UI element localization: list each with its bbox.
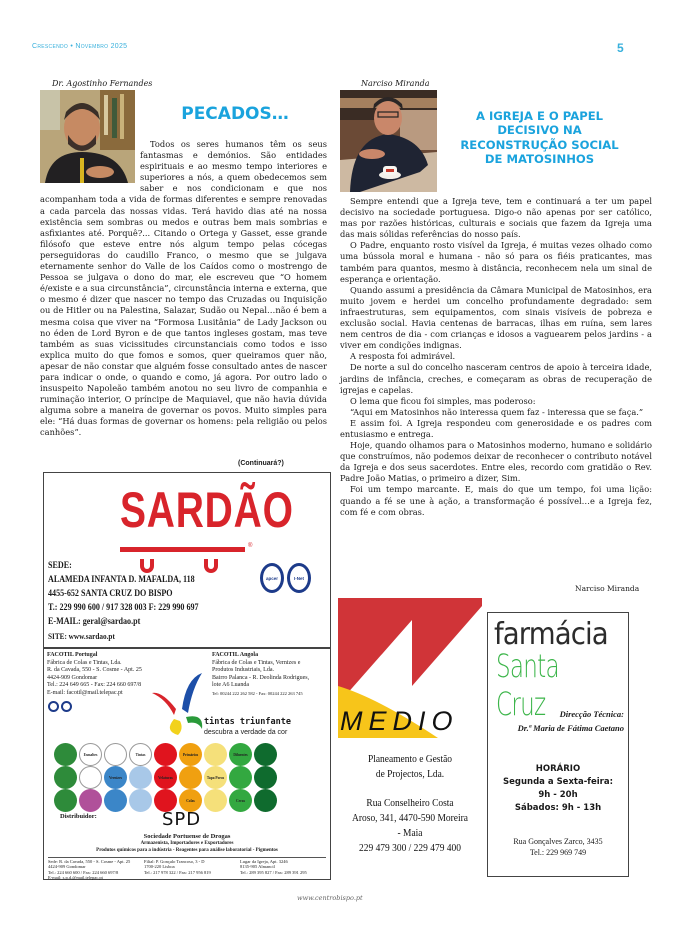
direction-label: Direcção Técnica: (559, 709, 624, 719)
spd-logo: SPD (162, 809, 202, 830)
color-swatch: Esmaltes (79, 743, 102, 766)
color-swatch: Velaturas (154, 766, 177, 789)
spd-lugar-info (240, 859, 307, 875)
sardao-contact-info (48, 559, 199, 643)
farmacia-address (488, 836, 628, 858)
color-swatch (54, 789, 77, 812)
left-article-body (40, 139, 327, 439)
medio-line: Aroso, 341, 4470-590 Moreira (352, 812, 468, 824)
sardao-line: SEDE: (48, 561, 72, 571)
inet-cert-icon: I-Net (287, 563, 311, 593)
medio-phones: 229 479 300 / 229 479 400 (359, 842, 461, 854)
title-line: DECISIVO NA (497, 123, 582, 138)
facotil-line: Tel.: 224 649 665 - Fax: 224 660 697/8 (47, 682, 142, 689)
spd-line: Tel.: 289 395 827 / Fax: 289 391 295 (240, 869, 307, 875)
sardao-logo-bar (120, 547, 245, 552)
right-article-paragraph: E assim foi. A Igreja respondeu com generosidade e os padres com entusiasmo e entrega. (340, 417, 652, 439)
color-swatch (104, 789, 127, 812)
spd-company-name: Sociedade Portuense de Drogas (143, 833, 231, 840)
left-article-title: PECADOS… (181, 104, 289, 124)
left-article-author: Dr. Agostinho Fernandes (52, 79, 153, 88)
phone-line: Tel.: 229 969 749 (529, 848, 587, 857)
distributor-label: Distribuidor: (60, 813, 97, 820)
spd-line: Tel.: 224 660 600 / Fax: 224 660 697/8 (48, 869, 119, 875)
color-swatch: Tintas (129, 743, 152, 766)
spd-filial-info (144, 859, 211, 875)
right-article-paragraph: Hoje, quando olhamos para o Matosinhos moderno, humano e solidário que construímos, não podemos deixar de reconhecer o contributo notável da Igreja e dos seus sacerdotes. Entre eles, recordo com gratidão o Rev. Padre João Matias, o primeiro a dizer, Sim. (340, 440, 652, 484)
color-swatch-grid (54, 743, 279, 812)
cert-badge-icon (48, 701, 59, 712)
spd-line: Lugar da Igreja, Apt. 3246 (240, 859, 288, 864)
medio-description (348, 752, 472, 782)
color-swatch: Diluentes (229, 743, 252, 766)
right-article-paragraph: A resposta foi admirável. (350, 351, 456, 362)
color-swatch (254, 766, 277, 789)
right-article-paragraph: “Aqui em Matosinhos não interessa quem faz - interessa que se faça.” (350, 406, 644, 417)
color-swatch (154, 743, 177, 766)
spd-line: Sede: R. da Cavada, 550 - S. Cosme - Apt. 25 (48, 859, 131, 864)
facotil-line: Produtos Industriais, Lda. (212, 667, 274, 674)
author-photo-narciso (340, 90, 437, 192)
ad-facotil[interactable] (43, 648, 331, 880)
hours-title: HORÁRIO (535, 764, 581, 774)
publication-header: Crescendo • Novembro 2025 (32, 43, 128, 50)
continued-note: (Continuará?) (238, 460, 284, 467)
sardao-address: ALAMEDA INFANTA D. MAFALDA, 118 (48, 575, 195, 585)
color-swatch (79, 789, 102, 812)
medio-line: Planeamento e Gestão (367, 753, 453, 765)
color-swatch: Vernizes (104, 766, 127, 789)
color-swatch (254, 789, 277, 812)
facotil-line: lote A6 Luanda (212, 682, 249, 689)
ad-medio[interactable] (338, 598, 482, 878)
color-swatch: Ceras (229, 789, 252, 812)
medio-line: de Projectos, Lda. (375, 768, 445, 780)
color-swatch: Tapa Poros (204, 766, 227, 789)
color-swatch: Primários (179, 743, 202, 766)
spd-line: Tel.: 217 978 322 / Fax: 217 956 819 (144, 869, 211, 875)
spd-sede-info (48, 859, 130, 881)
hours-weekday-time: 9h - 20h (538, 790, 578, 800)
medio-line: - Maia (397, 827, 423, 839)
title-line: A IGREJA E O PAPEL (475, 109, 604, 123)
color-swatch (129, 766, 152, 789)
medio-address (348, 796, 472, 856)
sardao-site: SITE: www.sardao.pt (48, 631, 115, 641)
title-line: DE MATOSINHOS (484, 151, 595, 166)
facotil-line: R. da Cavada, 550 - S. Cosme - Apt. 25 (47, 667, 142, 674)
sardao-email: E-MAIL: geral@sardao.pt (48, 617, 141, 627)
hours-saturday: Sábados: 9h - 13h (514, 803, 602, 813)
apcer-cert-icon: apcer (260, 563, 284, 593)
footer-website-link[interactable]: www.centrobispo.pt (297, 894, 363, 902)
tintas-subtagline: descubra a verdade da cor (204, 729, 288, 736)
facotil-line: FACOTIL Angola (212, 652, 259, 658)
medio-brand: MEDIO (340, 706, 459, 736)
spd-line: E-mail: s.p.d.@mail.telepac.pt (48, 875, 103, 881)
registered-mark: ® (248, 543, 253, 549)
spd-line: 1700-220 Lisboa (144, 864, 175, 870)
spd-products: Produtos químicos para a indústria - Reagentes para análise laboratorial - Pigmentos (96, 848, 278, 853)
ad-sardao[interactable] (43, 472, 331, 648)
sardao-postcode: 4455-652 SANTA CRUZ DO BISPO (48, 589, 173, 599)
color-swatch (129, 789, 152, 812)
sardao-logo-arc (204, 559, 218, 573)
spd-line: 8135-905 Almancil (240, 864, 275, 870)
photo-wrap-spacer (40, 139, 140, 194)
right-article-paragraph: O Padre, enquanto rosto visível da Igreja, é muitas vezes olhado como uma bússola moral e humana - não só para os fiéis praticantes, mas também para quantos, mesmo à distância, reconhecem nela um sinal de esperança e orientação. (340, 240, 652, 284)
color-swatch: Colas (179, 789, 202, 812)
farmacia-subtitle: Santa Cruz (496, 647, 559, 723)
right-article-body (340, 196, 652, 518)
portrait-image (340, 90, 437, 192)
facotil-line: FACOTIL Portugal (47, 652, 98, 658)
color-swatch (229, 766, 252, 789)
color-swatch (54, 743, 77, 766)
facotil-line: Fábrica de Colas e Tintas, Lda. (47, 659, 122, 666)
sardao-phone: T.: 229 990 600 / 917 328 003 F: 229 990 697 (48, 603, 199, 613)
color-swatch (104, 743, 127, 766)
spd-line: 4424-909 Gondomar (48, 864, 86, 870)
right-article-paragraph: O lema que ficou foi simples, mas poderoso: (350, 395, 536, 406)
spd-subtitle: Armazenista, Importadores e Exportadores (140, 841, 234, 846)
sardao-logo: SARDÃO (120, 482, 294, 538)
color-swatch (254, 743, 277, 766)
color-swatch (179, 766, 202, 789)
facotil-line: Fábrica de Colas e Tintas, Vernizes e (212, 659, 301, 666)
opening-hours (488, 763, 628, 815)
right-article-paragraph: Foi um tempo marcante. E, mais do que um tempo, foi uma lição: quando a fé se une à ação, a transformação é possível…e a Igreja fez, com fé e com obras. (340, 484, 652, 517)
color-swatch (79, 766, 102, 789)
color-swatch (204, 743, 227, 766)
right-article-paragraph: De norte a sul do concelho nasceram centros de apoio à terceira idade, jardins de infância, creches, e começaram as obras de recuperação de igrejas e capelas. (340, 362, 652, 395)
facotil-line: E-mail: facotil@mail.telepac.pt (47, 689, 123, 696)
facotil-line: Bairro Palanca - R. Deolinda Rodrigues, (212, 674, 310, 681)
color-swatch (204, 789, 227, 812)
left-article-paragraph: Todos os seres humanos têm os seus fantasmas e demónios. São entidades espirituais e ao mesmo tempo interiores e superiores a nós, a quem obedecemos sem saber e nos condicionam e que nos acompanham toda a vida de formas diferentes e sempre renovadas a cada parcela das nossas vidas. Terá havido dias até na nossa existência sem sombras ou medos e outras bem mais sombrias e asfixiantes até. Porquê?... Citando o Ortega y Gasset, esse grande filósofo que esteve entre nós algum tempo pelas cócegas perseguidoras do caudillo Franco, o mesmo que se julgava eternamente senhor do Valle de los Caídos como o mostrengo de Pessoa se julgava o dono do mar, ele escreveu que “O homem é/existe e a sua circunstância”, circunstância interna e externa, que o mesmo é dizer que nascer no tempo das Cruzadas ou Inquisição ou de Hitler ou na Palestina, Salazar, Sudão ou Nepal…não é bem a mesma coisa que viver na “Formosa Lusitânia” de Lady Jackson ou no éden de Lord Byron e de que tantos ingleses gostam, mas teve também as suas vicissitudes circunstanciais como todos e isso explica muito do que fomos e somos, quer queiramos quer não, apesar de não constar que alguém fosse consultado antes de nascer para indicar o onde, o quando e como, já agora. Por outro lado o insuspeito Napoleão também anotou no seu livro de companhia e ruminação interior, O príncipe de Maquiavel, que não havia dúvida alguma sobre a maneira de governar os povos. Muito simples para ele: “Há duas formas de governar os homens: pela religião ou pelos canhões”. (40, 139, 327, 438)
title-line: RECONSTRUÇÃO SOCIAL (460, 137, 619, 152)
address-line: Rua Gonçalves Zarco, 3435 (513, 837, 603, 846)
ad-farmacia-santa-cruz[interactable] (487, 612, 629, 877)
director-name: Dr.ª Maria de Fátima Caetano (517, 723, 624, 733)
spd-line: Filial: P. Gonçalo Trancoso, 3 - D (144, 859, 205, 864)
medio-line: Rua Conselheiro Costa (366, 797, 454, 809)
color-swatch (54, 766, 77, 789)
facotil-line: Tel: 00244 222 262 582 - Fax: 00244 222 263 745 (212, 690, 303, 696)
cert-badge-icon (61, 701, 72, 712)
facotil-portugal-info (47, 652, 142, 698)
right-article-paragraph: Sempre entendi que a Igreja teve, tem e continuará a ter um papel decisivo na sociedade portuguesa. Digo-o não apenas por ser católico, mas por razões históricas, culturais e sociais que fazem da Igreja uma das mais sólidas referências do nosso país. (340, 196, 652, 240)
article-signature: Narciso Miranda (575, 584, 640, 593)
divider (48, 857, 326, 858)
right-article-title (447, 109, 632, 166)
hours-weekdays: Segunda a Sexta-feira: (503, 777, 613, 787)
facotil-line: 4424-909 Gondomar (47, 674, 98, 681)
farmacia-title: farmácia (494, 617, 608, 652)
page-number: 5 (617, 41, 624, 55)
facotil-angola-info (212, 652, 309, 698)
right-article-paragraph: Quando assumi a presidência da Câmara Municipal de Matosinhos, era muito jovem e herdei um concelho profundamente degradado: sem infraestruturas, sem equipamentos, com sinais visíveis de pobreza e exclusão social. Havia centenas de barracas, ilhas em ruína, sem lares nem centros de dia - com crianças e idosos a vaguearem pelos jardins - a viver em condições indignas. (340, 284, 652, 351)
tintas-tagline: tintas triunfante (204, 717, 291, 727)
right-article-author: Narciso Miranda (361, 79, 430, 88)
